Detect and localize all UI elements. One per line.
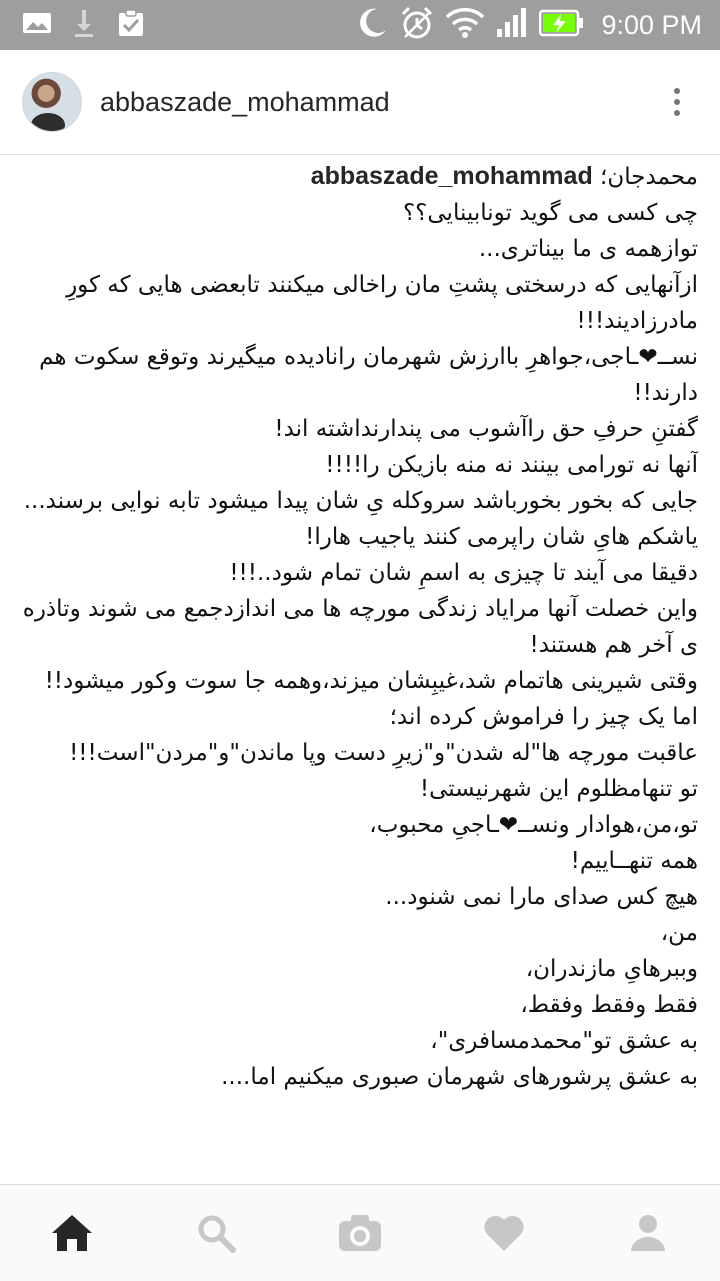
- caption-line: جایی که بخور بخورباشد سروکله یِ شان پیدا میشود تابه نوایی برسند...: [23, 488, 698, 514]
- nav-camera-button[interactable]: [324, 1197, 396, 1269]
- caption-line: یاشکم هایِ شان راپرمی کنند یاجیب هارا!: [305, 524, 698, 550]
- caption-author[interactable]: abbaszade_mohammad: [310, 162, 593, 190]
- post-caption: [22, 158, 698, 1182]
- caption-line: آنها نه تورامی بینند نه منه بازیکن را!!!!: [325, 452, 698, 478]
- post-header: [0, 50, 720, 155]
- nav-activity-button[interactable]: [468, 1197, 540, 1269]
- alarm-icon: [399, 5, 435, 45]
- clipboard-check-icon: [116, 8, 146, 42]
- caption-line: عاقبت مورچه ها"له شدن"و"زیرِ دست وپا ماندن"و"مردن"است!!!: [69, 740, 698, 766]
- signal-icon: [495, 7, 529, 43]
- caption-line: به عشق تو"محمدمسافری"،: [430, 1028, 698, 1054]
- caption-line: تو،من،هوادار ونســ❤ـاجیِ محبوب،: [369, 812, 698, 838]
- caption-line: وقتی شیرینی هاتمام شد،غیبِشان میزند،وهمه جا سوت وکور میشود!!: [44, 668, 698, 694]
- caption-line: به عشق پرشورهای شهرمان صبوری میکنیم اما....: [221, 1064, 698, 1090]
- more-options-icon: [674, 88, 680, 94]
- post-username[interactable]: abbaszade_mohammad: [100, 86, 390, 117]
- download-icon: [72, 8, 96, 42]
- camera-icon: [337, 1213, 383, 1253]
- heart-icon: [482, 1213, 526, 1253]
- caption-line: گفتنِ حرفِ حق راآشوب می پندارنداشته اند!: [274, 416, 698, 442]
- caption-line: نســ❤ـاجی،جواهرِ باارزش شهرمان رانادیده میگیرند وتوقع سکوت هم دارند!!: [39, 344, 698, 406]
- nav-search-button[interactable]: [180, 1197, 252, 1269]
- caption-line: فقط وفقط وفقط،: [520, 992, 698, 1018]
- caption-line: [22, 158, 698, 195]
- caption-line: وببرهایِ مازندران،: [525, 956, 698, 982]
- nav-profile-button[interactable]: [612, 1197, 684, 1269]
- caption-line: تو تنهامظلوم این شهرنیستی!: [419, 776, 698, 802]
- home-icon: [50, 1213, 94, 1253]
- wifi-icon: [445, 7, 485, 43]
- caption-line: ازآنهایی که درسختی پشتِ مان راخالی میکنند تابعضی هایی که کورِ مادرزادیند!!!: [66, 272, 698, 334]
- caption-line: من،: [660, 920, 698, 946]
- caption-line: همه تنهــاییم!: [570, 848, 698, 874]
- status-right-icons: [355, 5, 720, 45]
- status-bar: [0, 0, 720, 50]
- caption-line: اما یک چیز را فراموش کرده اند؛: [389, 704, 698, 730]
- caption-line: واین خصلت آنها مرایاد زندگی مورچه ها می اندازدجمع می شوند وتاذره ی آخر هم هستند!: [22, 596, 698, 658]
- caption-line: توازهمه ی ما بیناتری...: [478, 236, 698, 262]
- more-options-button[interactable]: [674, 88, 680, 116]
- battery-charging-icon: [539, 8, 585, 42]
- search-icon: [196, 1213, 236, 1253]
- profile-icon: [628, 1213, 668, 1253]
- status-left-icons: [0, 8, 146, 42]
- image-icon: [22, 11, 52, 39]
- bottom-nav: [0, 1184, 720, 1281]
- avatar[interactable]: [22, 72, 82, 132]
- caption-text: محمدجان؛: [600, 164, 698, 190]
- caption-line: دقیقا می آیند تا چیزی به اسمِ شان تمام شود..!!!: [229, 560, 698, 586]
- status-time: 9:00 PM: [601, 9, 702, 40]
- nav-home-button[interactable]: [36, 1197, 108, 1269]
- caption-line: چی کسی می گوید تونابینایی؟؟: [402, 200, 698, 226]
- moon-icon: [355, 6, 389, 44]
- caption-line: هیچ کس صدای مارا نمی شنود...: [385, 884, 698, 910]
